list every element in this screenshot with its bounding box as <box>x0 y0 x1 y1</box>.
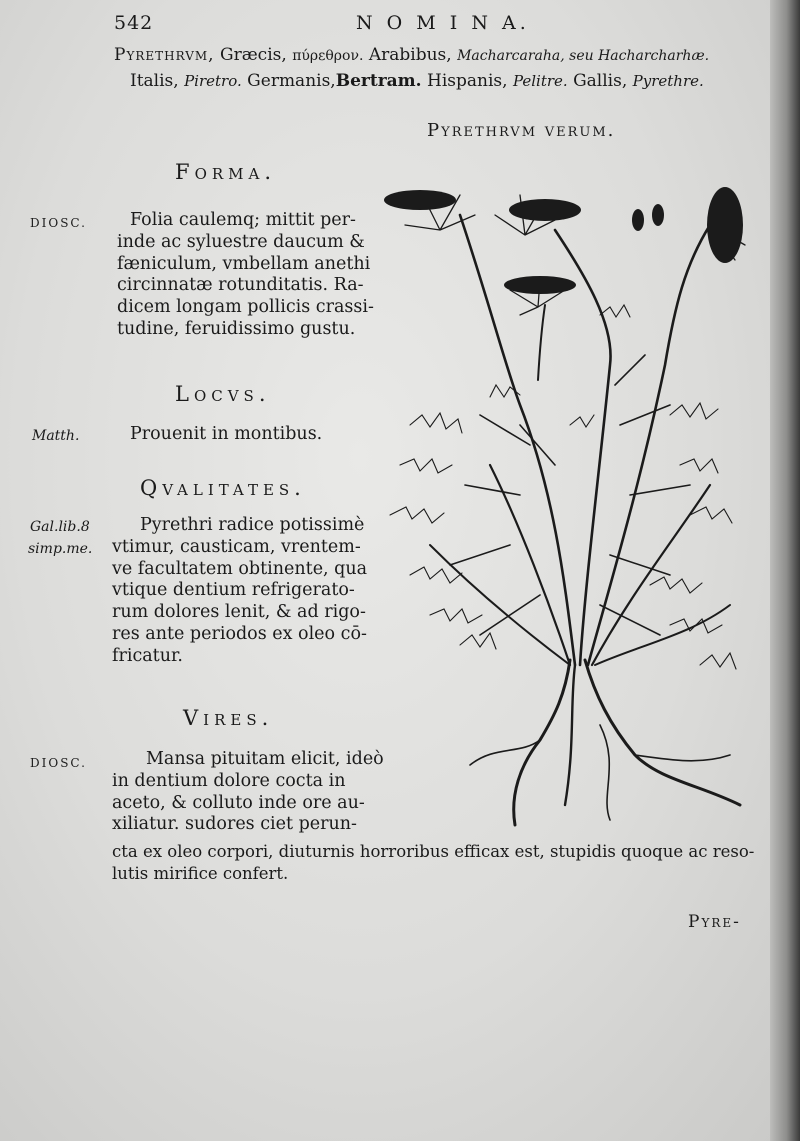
margin-note-matthioli: Matth. <box>32 428 80 444</box>
text-line: vtique dentium refrigerato- <box>112 580 355 601</box>
label-gallis: Gallis, <box>573 71 628 91</box>
text-line: fæniculum, vmbellam anethi <box>117 253 371 274</box>
pyrethrum-woodcut-illustration <box>370 165 765 835</box>
page-edge-shadow <box>770 0 800 1141</box>
label-italis: Italis, <box>130 71 179 91</box>
text-line: in dentium dolore cocta in <box>112 770 346 791</box>
heading-forma: Forma. <box>175 160 277 184</box>
french-name: Pyrethre. <box>632 72 704 90</box>
margin-note-dioscorides-2: DIOSC. <box>30 756 87 770</box>
text-line: cta ex oleo corpori, diuturnis horroribus efficax est, stupidis quoque ac reso- <box>112 842 755 861</box>
text-line: aceto, & colluto inde ore au- <box>112 792 365 813</box>
label-germanis: Germanis, <box>247 71 336 91</box>
margin-note-galen-2: simp.me. <box>28 541 93 557</box>
label-arabibus: Arabibus, <box>368 45 452 65</box>
page-number: 542 <box>114 12 154 34</box>
text-line: circinnatæ rotunditatis. Ra- <box>117 275 364 296</box>
text-line: dicem longam pollicis crassi- <box>117 297 374 318</box>
text-line: Pyrethri radice potissimè <box>140 515 365 535</box>
plant-name: Pyrethrvm, <box>114 45 215 65</box>
german-name: Bertram. <box>335 71 422 91</box>
text-line: fricatur. <box>112 645 183 666</box>
vires-text-full-width <box>112 841 754 885</box>
margin-note-galen-1: Gal.lib.8 <box>30 519 90 535</box>
heading-locus: Locvs. <box>175 382 271 406</box>
text-line: vtimur, causticam, vrentem- <box>112 536 361 557</box>
arabic-name: Macharcaraha, seu Hacharcharhæ. <box>457 48 710 64</box>
text-line: lutis mirifice confert. <box>112 863 289 883</box>
text-line: inde ac syluestre daucum & <box>117 231 365 252</box>
text-line: Mansa pituitam elicit, ideò <box>146 749 384 769</box>
label-hispanis: Hispanis, <box>427 71 508 91</box>
vires-text <box>112 749 384 836</box>
text-line: Prouenit in montibus. <box>130 424 323 444</box>
italian-name: Piretro. <box>184 72 242 90</box>
text-line: xiliatur. sudores ciet perun- <box>112 814 357 835</box>
greek-name: πύρεθρον. <box>292 48 364 64</box>
text-line: rum dolores lenit, & ad rigo- <box>112 602 366 623</box>
margin-note-dioscorides-1: DIOSC. <box>30 216 87 230</box>
running-title: N O M I N A. <box>356 12 530 34</box>
text-line: Folia caulemq; mittit per- <box>130 210 356 230</box>
text-line: ve facultatem obtinente, qua <box>112 558 368 579</box>
label-graecis: Græcis, <box>220 45 287 65</box>
names-line-2 <box>130 71 704 91</box>
figure-caption: Pyrethrvm verum. <box>427 120 616 141</box>
spanish-name: Pelitre. <box>512 72 568 90</box>
text-line: tudine, feruidissimo gustu. <box>117 318 356 339</box>
qualitates-text <box>112 515 367 668</box>
heading-qualitates: Qvalitates. <box>140 476 306 500</box>
heading-vires: Vires. <box>183 706 274 730</box>
text-line: res ante periodos ex oleo cō- <box>112 623 367 644</box>
forma-text <box>117 210 374 341</box>
names-line-1 <box>114 45 709 65</box>
catchword: Pyre- <box>688 912 741 932</box>
locus-text <box>130 424 322 446</box>
